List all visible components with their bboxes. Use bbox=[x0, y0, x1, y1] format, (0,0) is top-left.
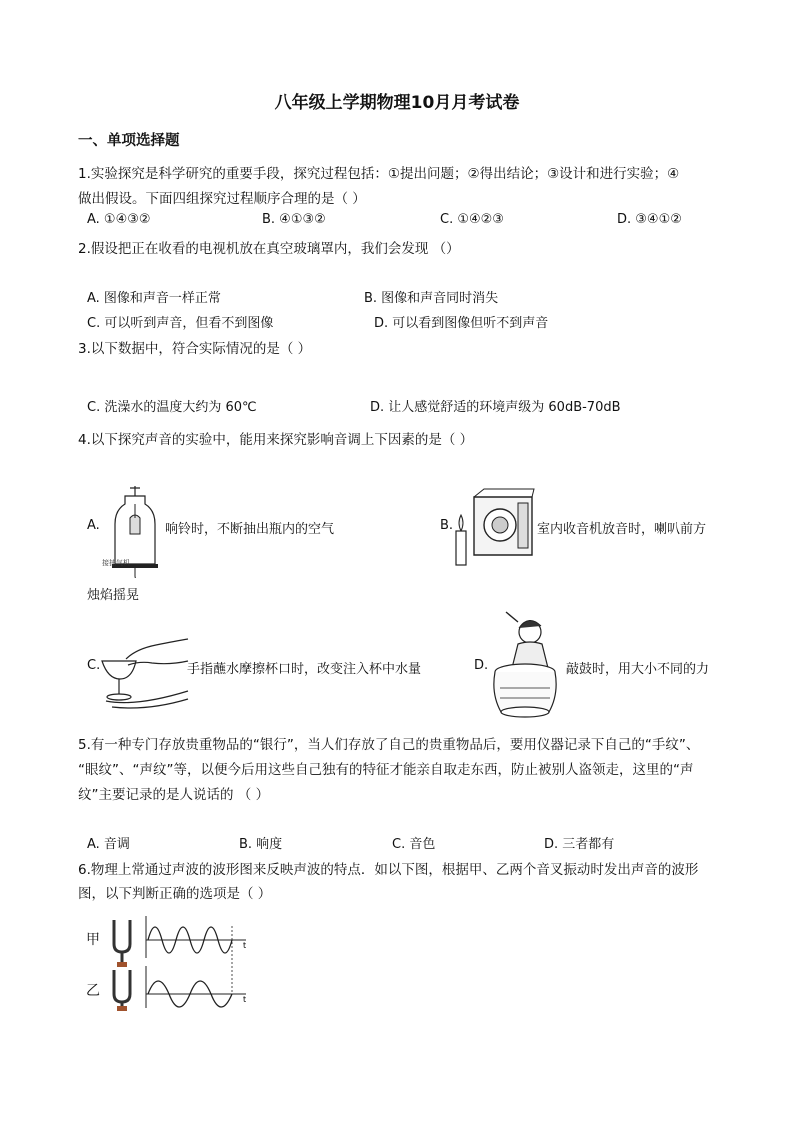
axis-t-jia: t bbox=[243, 941, 247, 950]
q5-option-a[interactable]: A. 音调 bbox=[87, 837, 130, 852]
q4-option-b-label[interactable]: B. bbox=[440, 518, 454, 533]
q4-option-a-text: 响铃时，不断抽出瓶内的空气 bbox=[165, 522, 335, 537]
q5-stem-line2: “眼纹”、“声纹”等，以便今后用这些自己独有的特征才能亲自取走东西，防止被别人盗领走，这里的“声 bbox=[78, 762, 694, 778]
q3-option-c[interactable]: C. 洗澡水的温度大约为 60℃ bbox=[87, 400, 257, 415]
q1-stem-line2: 做出假设。下面四组探究过程顺序合理的是（ ） bbox=[78, 191, 366, 207]
q4-option-d-label[interactable]: D. bbox=[474, 658, 489, 673]
q5-stem-line3: 纹”主要记录的是人说话的 （ ） bbox=[78, 787, 270, 803]
section-heading: 一、单项选择题 bbox=[78, 133, 180, 149]
q4-option-d-text: 敲鼓时，用大小不同的力 bbox=[566, 662, 710, 677]
tuning-fork-jia-icon bbox=[114, 920, 130, 967]
tuning-fork-yi-icon bbox=[114, 970, 130, 1011]
q4-option-c-text: 手指蘸水摩擦杯口时，改变注入杯中水量 bbox=[187, 662, 422, 677]
q3-option-d[interactable]: D. 让人感觉舒适的环境声级为 60dB-70dB bbox=[370, 400, 621, 415]
q2-option-a[interactable]: A. 图像和声音一样正常 bbox=[87, 291, 221, 306]
q5-stem-line1: 5.有一种专门存放贵重物品的“银行”，当人们存放了自己的贵重物品后，要用仪器记录下自己的“手纹”、 bbox=[78, 737, 700, 753]
q4-figure-a-caption: 接抽气机 bbox=[102, 559, 130, 567]
q1-option-d[interactable]: D. ③④①② bbox=[617, 212, 682, 227]
page-title: 八年级上学期物理10月月考试卷 bbox=[274, 93, 520, 113]
drum-child-illustration bbox=[488, 610, 562, 722]
q1-option-a[interactable]: A. ①④③② bbox=[87, 212, 151, 227]
q4-option-c-label[interactable]: C. bbox=[87, 658, 101, 673]
q3-stem: 3.以下数据中，符合实际情况的是（ ） bbox=[78, 341, 312, 357]
q2-option-d[interactable]: D. 可以看到图像但听不到声音 bbox=[374, 316, 549, 331]
q5-option-b[interactable]: B. 响度 bbox=[239, 837, 283, 852]
label-jia: 甲 bbox=[86, 932, 100, 948]
q2-stem: 2.假设把正在收看的电视机放在真空玻璃罩内，我们会发现 （） bbox=[78, 241, 460, 257]
q4-option-a-label[interactable]: A. bbox=[87, 518, 100, 533]
q4-option-b-text: 室内收音机放音时，喇叭前方 bbox=[537, 522, 707, 537]
q4-stem: 4.以下探究声音的实验中，能用来探究影响音调上下因素的是（ ） bbox=[78, 432, 474, 448]
q2-option-c[interactable]: C. 可以听到声音，但看不到图像 bbox=[87, 316, 274, 331]
radio-candle-illustration bbox=[450, 485, 540, 570]
waveform-figure bbox=[106, 912, 256, 1012]
q6-stem-line1: 6.物理上常通过声波的波形图来反映声波的特点．如以下图，根据甲、乙两个音叉振动时发出声音的波形 bbox=[78, 862, 699, 878]
label-yi: 乙 bbox=[86, 983, 100, 999]
q2-option-b[interactable]: B. 图像和声音同时消失 bbox=[364, 291, 499, 306]
q5-option-c[interactable]: C. 音色 bbox=[392, 837, 436, 852]
q1-option-c[interactable]: C. ①④②③ bbox=[440, 212, 504, 227]
axis-t-yi: t bbox=[243, 995, 247, 1004]
q6-stem-line2: 图，以下判断正确的选项是（ ） bbox=[78, 886, 272, 902]
q5-option-d[interactable]: D. 三者都有 bbox=[544, 837, 615, 852]
q1-stem-line1: 1.实验探究是科学研究的重要手段，探究过程包括：①提出问题；②得出结论；③设计和进行实验；④ bbox=[78, 166, 680, 182]
q4-option-b-continued: 烛焰摇晃 bbox=[87, 588, 140, 603]
q1-option-b[interactable]: B. ④①③② bbox=[262, 212, 326, 227]
wine-glass-illustration bbox=[98, 625, 190, 710]
